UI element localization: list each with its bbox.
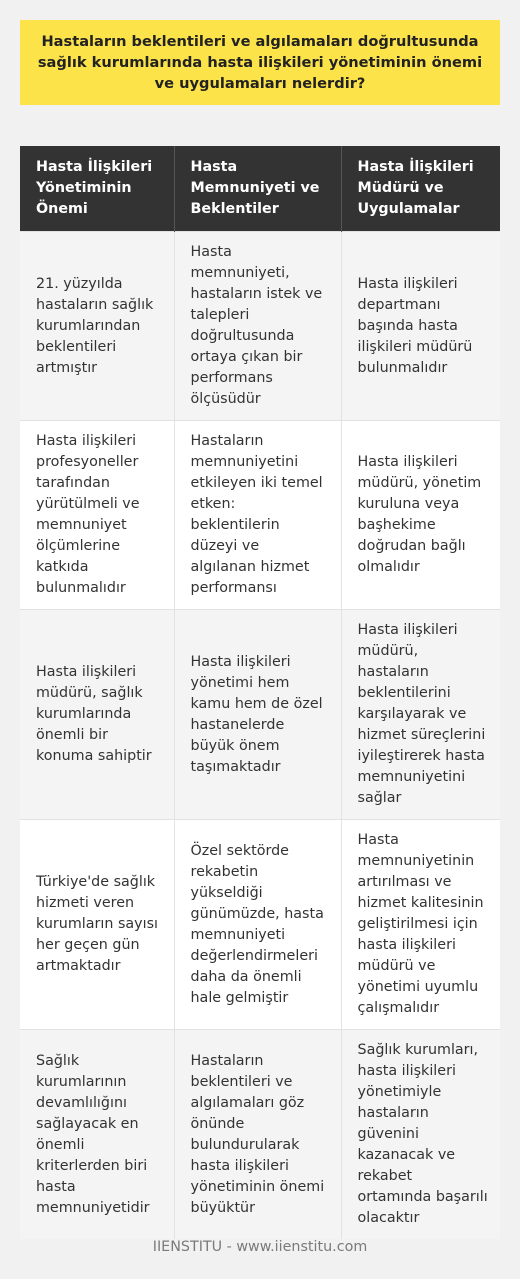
table-cell: 21. yüzyılda hastaların sağlık kurumlarından beklentileri artmıştır — [20, 232, 174, 421]
column-header-importance: Hasta İlişkileri Yönetiminin Önemi — [20, 146, 174, 232]
table-cell: Hasta ilişkileri müdürü, yönetim kuruluna veya başhekime doğrudan bağlı olmalıdır — [341, 421, 500, 610]
table-cell: Türkiye'de sağlık hizmeti veren kurumların sayısı her geçen gün artmaktadır — [20, 820, 174, 1030]
table-row — [20, 421, 500, 610]
column-header-manager: Hasta İlişkileri Müdürü ve Uygulamalar — [341, 146, 500, 232]
table-cell: Hasta ilişkileri departmanı başında hasta ilişkileri müdürü bulunmalıdır — [341, 232, 500, 421]
table-cell: Hasta ilişkileri yönetimi hem kamu hem de özel hastanelerde büyük önem taşımaktadır — [174, 610, 341, 820]
table-cell: Sağlık kurumlarının devamlılığını sağlayacak en önemli kriterlerden biri hasta memnuniyetidir — [20, 1030, 174, 1240]
page-title: Hastaların beklentileri ve algılamaları doğrultusunda sağlık kurumlarında hasta ilişkileri yönetiminin önemi ve uygulamaları nelerdir? — [20, 20, 500, 105]
table-row — [20, 610, 500, 820]
table-cell: Hastaların beklentileri ve algılamaları göz önünde bulundurularak hasta ilişkileri yönetiminin önemi büyüktür — [174, 1030, 341, 1240]
table-cell: Hasta ilişkileri müdürü, hastaların beklentilerini karşılayarak ve hizmet süreçlerini iyileştirerek hasta memnuniyetini sağlar — [341, 610, 500, 820]
table-cell: Hastaların memnuniyetini etkileyen iki temel etken: beklentilerin düzeyi ve algılanan hizmet performansı — [174, 421, 341, 610]
table-cell: Hasta memnuniyetinin artırılması ve hizmet kalitesinin geliştirilmesi için hasta ilişkileri müdürü ve yönetimi uyumlu çalışmalıdır — [341, 820, 500, 1030]
info-table — [20, 146, 500, 1239]
table-cell: Özel sektörde rekabetin yükseldiği günümüzde, hasta memnuniyeti değerlendirmeleri daha da önemli hale gelmiştir — [174, 820, 341, 1030]
table-row — [20, 1030, 500, 1240]
table-header-row — [20, 146, 500, 232]
column-header-satisfaction: Hasta Memnuniyeti ve Beklentiler — [174, 146, 341, 232]
table-row — [20, 820, 500, 1030]
table-cell: Hasta memnuniyeti, hastaların istek ve talepleri doğrultusunda ortaya çıkan bir performans ölçüsüdür — [174, 232, 341, 421]
table-cell: Hasta ilişkileri müdürü, sağlık kurumlarında önemli bir konuma sahiptir — [20, 610, 174, 820]
table-row — [20, 232, 500, 421]
footer-credit: IIENSTITU - www.iienstitu.com — [152, 1239, 368, 1255]
table-cell: Hasta ilişkileri profesyoneller tarafından yürütülmeli ve memnuniyet ölçümlerine katkıda bulunmalıdır — [20, 421, 174, 610]
table-cell: Sağlık kurumları, hasta ilişkileri yönetimiyle hastaların güvenini kazanacak ve rekabet ortamında başarılı olacaktır — [341, 1030, 500, 1240]
